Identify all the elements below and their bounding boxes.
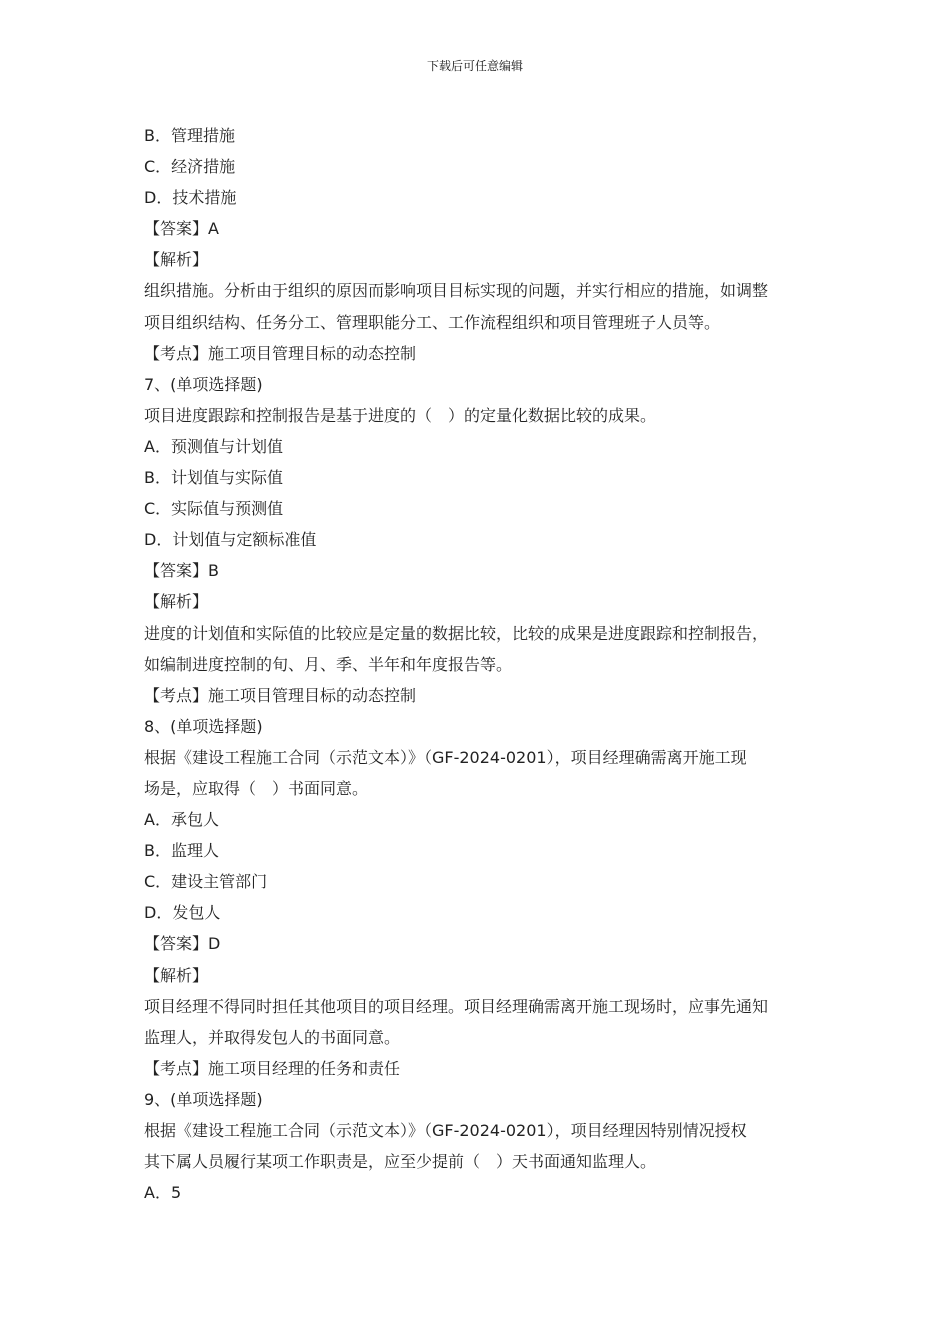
question-text: 其下属人员履行某项工作职责是，应至少提前（ ）天书面通知监理人。 <box>144 1152 657 1172</box>
option-c: C．实际值与预测值 <box>144 499 284 519</box>
question-number: 9、(单项选择题) <box>144 1089 263 1109</box>
question-text: 项目进度跟踪和控制报告是基于进度的（ ）的定量化数据比较的成果。 <box>144 405 657 425</box>
analysis-text: 如编制进度控制的旬、月、季、半年和年度报告等。 <box>144 654 513 674</box>
document-body <box>144 120 824 1208</box>
option-c: C．建设主管部门 <box>144 872 268 892</box>
question-text: 场是，应取得（ ）书面同意。 <box>144 778 369 798</box>
question-text: 根据《建设工程施工合同（示范文本）》（GF-2024-0201），项目经理因特别情况授权 <box>144 1121 747 1140</box>
answer: 【答案】A <box>144 219 219 239</box>
analysis-text: 组织措施。分析由于组织的原因而影响项目目标实现的问题，并实行相应的措施，如调整 <box>144 281 769 301</box>
option-d: D．计划值与定额标准值 <box>144 530 317 550</box>
analysis-text: 进度的计划值和实际值的比较应是定量的数据比较，比较的成果是进度跟踪和控制报告， <box>144 623 769 643</box>
option-d: D．技术措施 <box>144 188 237 208</box>
exam-point: 【考点】施工项目管理目标的动态控制 <box>144 685 417 705</box>
page-header: 下载后可任意编辑 <box>426 59 523 73</box>
analysis-heading: 【解析】 <box>144 592 209 612</box>
option-b: B．计划值与实际值 <box>144 468 283 488</box>
exam-point: 【考点】施工项目管理目标的动态控制 <box>144 343 417 363</box>
analysis-text: 监理人，并取得发包人的书面同意。 <box>144 1027 401 1047</box>
analysis-text: 项目经理不得同时担任其他项目的项目经理。项目经理确需离开施工现场时，应事先通知 <box>144 996 769 1016</box>
option-b: B．管理措施 <box>144 126 235 145</box>
answer: 【答案】D <box>144 934 221 954</box>
analysis-text: 项目组织结构、任务分工、管理职能分工、工作流程组织和项目管理班子人员等。 <box>144 312 721 332</box>
option-b: B．监理人 <box>144 841 219 861</box>
question-text: 根据《建设工程施工合同（示范文本）》（GF-2024-0201），项目经理确需离开施工现 <box>144 747 747 767</box>
option-c: C．经济措施 <box>144 157 236 177</box>
option-a: A．承包人 <box>144 810 219 830</box>
analysis-heading: 【解析】 <box>144 250 209 270</box>
option-d: D．发包人 <box>144 903 221 923</box>
question-number: 8、(单项选择题) <box>144 716 263 736</box>
option-a: A．5 <box>144 1183 182 1203</box>
exam-point: 【考点】施工项目经理的任务和责任 <box>144 1058 401 1078</box>
question-number: 7、(单项选择题) <box>144 374 263 394</box>
answer: 【答案】B <box>144 561 219 581</box>
analysis-heading: 【解析】 <box>144 965 209 985</box>
option-a: A．预测值与计划值 <box>144 436 283 456</box>
